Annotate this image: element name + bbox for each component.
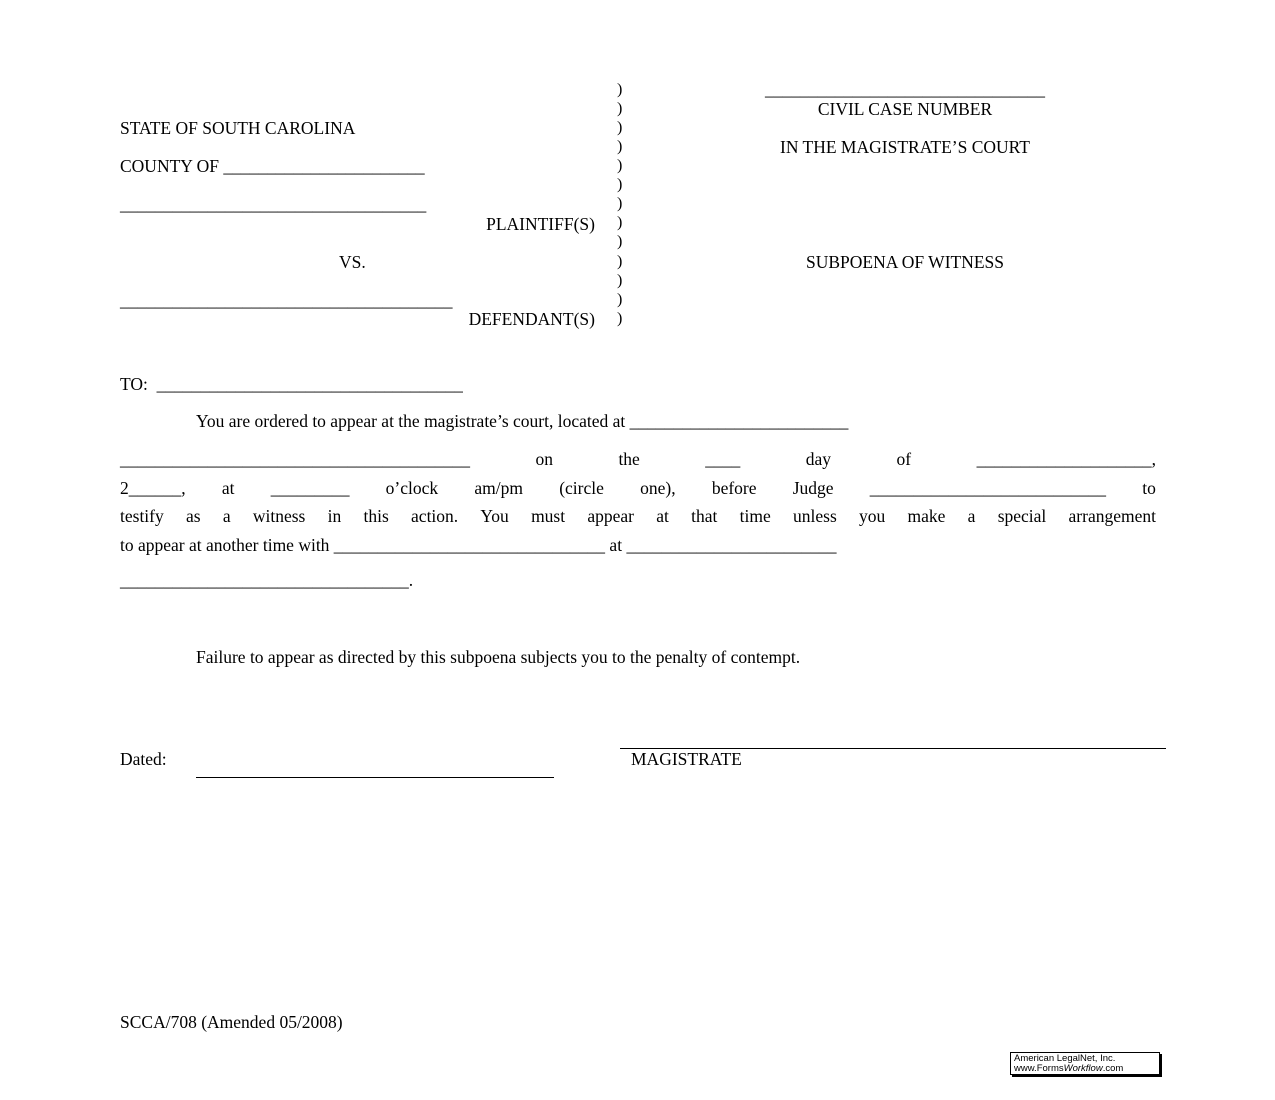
paren: ): [617, 157, 623, 174]
paren: ): [617, 176, 623, 193]
form-title: SUBPOENA OF WITNESS: [805, 252, 1005, 272]
paren: ): [617, 214, 623, 231]
word: the: [618, 449, 640, 469]
logo-text: www.Forms: [1014, 1063, 1064, 1074]
magistrate-label: MAGISTRATE: [631, 749, 742, 769]
paragraph-line: [120, 451, 1156, 469]
contempt-warning: Failure to appear as directed by this subpoena subjects you to the penalty of contempt.: [196, 647, 801, 667]
paren: ): [617, 195, 623, 212]
plaintiff-label: PLAINTIFF(S): [486, 214, 595, 234]
word: am/pm: [474, 478, 523, 498]
word: make: [907, 506, 946, 526]
word: special: [997, 506, 1047, 526]
paren: ): [617, 291, 623, 308]
address-field[interactable]: ________________________________________: [120, 449, 470, 469]
word: o’clock: [385, 478, 439, 498]
word: to: [1142, 478, 1156, 498]
word: a: [967, 506, 976, 526]
paren: ): [617, 81, 623, 98]
word: witness: [252, 506, 306, 526]
paren: ): [617, 253, 623, 270]
state-label: STATE OF SOUTH CAROLINA: [120, 118, 356, 138]
paren: ): [617, 310, 623, 327]
case-number-label: CIVIL CASE NUMBER: [817, 99, 993, 119]
dated-line[interactable]: [196, 777, 554, 778]
word: at: [656, 506, 669, 526]
word: You: [480, 506, 509, 526]
word: testify: [120, 506, 164, 526]
word: action.: [411, 506, 459, 526]
word: before: [711, 478, 757, 498]
word: Judge: [792, 478, 834, 498]
word: arrangement: [1068, 506, 1156, 526]
word: that: [691, 506, 718, 526]
contact-continuation-field[interactable]: _________________________________.: [120, 570, 414, 590]
year-field[interactable]: 2______,: [120, 478, 186, 498]
word: (circle: [559, 478, 604, 498]
word: in: [327, 506, 342, 526]
word: on: [535, 449, 553, 469]
judge-field[interactable]: ___________________________: [869, 478, 1107, 498]
defendant-label: DEFENDANT(S): [468, 309, 595, 329]
american-legalnet-logo: [1010, 1052, 1160, 1075]
logo-line: [1014, 1064, 1156, 1074]
word: a: [222, 506, 231, 526]
paragraph-line: [120, 480, 1156, 498]
word: unless: [793, 506, 837, 526]
logo-line: American LegalNet, Inc.: [1014, 1053, 1116, 1064]
word: this: [363, 506, 389, 526]
case-number-field[interactable]: ________________________________: [765, 79, 1045, 99]
paren: ): [617, 272, 623, 289]
word: must: [531, 506, 566, 526]
versus-label: VS.: [339, 252, 366, 272]
word: at: [221, 478, 235, 498]
to-field[interactable]: TO: ___________________________________: [120, 374, 463, 394]
word: as: [186, 506, 201, 526]
paragraph-line: [120, 508, 1156, 526]
dated-label: Dated:: [120, 749, 167, 769]
form-code: SCCA/708 (Amended 05/2008): [120, 1012, 343, 1032]
word: you: [859, 506, 886, 526]
time-field[interactable]: _________: [270, 478, 350, 498]
contact-field[interactable]: to appear at another time with _______________________________ at ________________________: [120, 535, 837, 555]
word: appear: [587, 506, 634, 526]
county-field[interactable]: COUNTY OF _______________________: [120, 156, 425, 176]
paragraph-line: You are ordered to appear at the magistrate’s court, located at _________________________: [196, 411, 849, 431]
paren: ): [617, 119, 623, 136]
defendant-name-field[interactable]: ______________________________________: [120, 290, 453, 310]
logo-text: .com: [1102, 1063, 1124, 1074]
word: of: [896, 449, 912, 469]
paren: ): [617, 233, 623, 250]
word: one),: [640, 478, 676, 498]
plaintiff-name-field[interactable]: ___________________________________: [120, 194, 427, 214]
logo-text: Workflow: [1063, 1063, 1103, 1074]
word: day: [805, 449, 832, 469]
month-field[interactable]: ____________________,: [976, 449, 1156, 469]
paren: ): [617, 100, 623, 117]
paren: ): [617, 138, 623, 155]
court-name: IN THE MAGISTRATE’S COURT: [780, 137, 1030, 157]
word: time: [739, 506, 771, 526]
day-field[interactable]: ____: [705, 449, 741, 469]
